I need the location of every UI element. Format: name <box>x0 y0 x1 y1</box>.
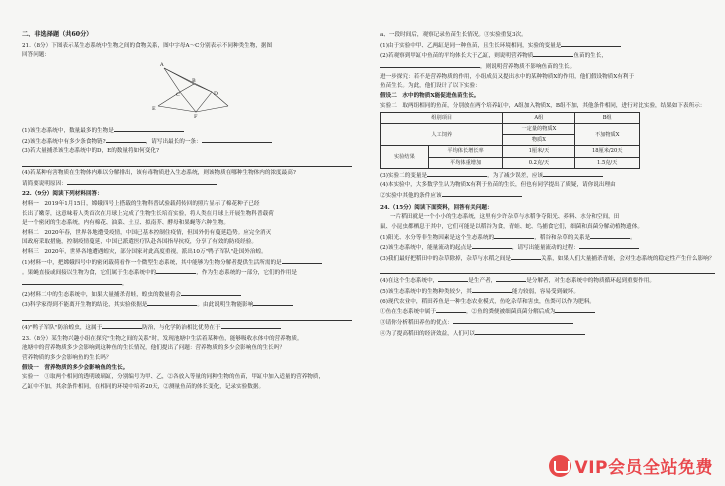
q22-sub-4b-text: 防治，与化学防治相比优势在于 <box>142 325 221 332</box>
table-cell: 平均体重增加 <box>428 157 503 168</box>
q21-sub-4-text: (4)若某种有害物质在生物体内难以分解排出，该有毒物质进入生态系统，则该物质在哪种生物体内的浓度最高? <box>22 169 296 176</box>
r-q2b-text: 鱼苗的生长， <box>573 53 607 60</box>
q23-exp1a: 实验一 ①取两个相同的透明玻璃缸，分别编号为甲、乙，②各放入等量的同种生物的鱼苗，甲缸中加入适量的营养物质， <box>22 374 325 381</box>
q24-s5b-text: 能力较弱，容易受到破坏。 <box>511 289 579 296</box>
answer-blank[interactable] <box>472 287 512 293</box>
question-23 <box>22 335 352 392</box>
q24-s6b-text: ①鱼在生态系统中属于 <box>380 309 436 316</box>
q22-sub-1 <box>22 258 352 268</box>
q22-sub-3-text: (3)科学家得到不能离开生物的结论，其实验依据是 <box>22 302 148 309</box>
q24-sub-6d <box>380 318 715 328</box>
r-q1 <box>380 41 715 51</box>
r-hypothesis-2: 假设二 水中的物质X能促进鱼苗生长。 <box>380 92 480 99</box>
q24-s3-text: (3)我们最好把稻田中的杂草除掉，杂草与水稻之间是 <box>380 255 511 262</box>
answer-line[interactable] <box>22 158 352 167</box>
section-title: 二、非选择题（共60分） <box>22 31 93 38</box>
node-label-a: A <box>160 61 164 68</box>
q22-sub-2 <box>22 290 352 300</box>
r-q3 <box>380 171 715 181</box>
answer-blank[interactable] <box>427 171 487 177</box>
q24-s6e-text: ④为了提高稻田的经济效益，人们可以 <box>380 330 476 337</box>
r-q2c-text: ，则说明营养物质不影响鱼苗的生长。 <box>480 63 576 70</box>
question-21 <box>22 42 352 189</box>
q24-sub-6a: (6)现代农业中，稻田养鱼是一种生态农业模式，鱼吃杂草和害虫，鱼粪可以作为肥料。 <box>380 298 595 305</box>
answer-blank[interactable] <box>579 243 639 249</box>
table-cell: 0.2克/天 <box>503 157 575 168</box>
answer-blank[interactable] <box>114 126 184 132</box>
q23-stem-3: 营养物质的多少会影响鱼的生长吗？ <box>22 355 112 362</box>
q21-sub-2b-text: ，请写出最长的一条： <box>145 138 202 145</box>
vip-watermark-text: VIP会员全站免费 <box>574 458 713 478</box>
q22-stem: 22.（9分）阅读下列材料回答： <box>22 191 103 198</box>
answer-blank[interactable] <box>438 276 468 282</box>
q24-s2-text: (2)该生态系统中，能量流动的起点是 <box>380 245 472 252</box>
answer-blank[interactable] <box>442 191 522 197</box>
q21-stem-1: 21.（8分）下图表示某生态系统中生物之间的食物关系，图中字母A～C分别表示不同种类生物，据图 <box>22 42 273 49</box>
q24-para-2: 鼠、小昆虫都栖息于其中，它们可能是以稻谷为食，青蛙、蛇、鸟捕食它们，细菌和真菌分解动植物遗体。 <box>380 223 643 230</box>
left-column <box>22 30 352 393</box>
q22-sub-4 <box>22 323 352 333</box>
node-label-f: F <box>194 113 198 120</box>
answer-blank[interactable] <box>436 307 466 313</box>
q22-sub-1c-text: ，作为生态系统的一部分，它们的作用是 <box>196 270 297 277</box>
r-exp2: 实验二 取两组相同的鱼苗，分别放在两个培养缸中，A组加入物质X，B组不加，其他条件相同，进行对比实验，结果如下表所示： <box>380 102 706 109</box>
q24-s1b-text: ，稻谷和杂草的关系是 <box>534 234 591 241</box>
table-header-cell: A组 <box>503 113 575 124</box>
r-q3-text: (3)实验二的变量是 <box>380 172 428 179</box>
q21-sub-2 <box>22 137 352 147</box>
q21-sub-2-text: (2)该生态系统中有多少条食物链? <box>22 138 106 145</box>
node-label-c: C <box>176 91 180 98</box>
q24-s3b-text: 关系，如果人们大量捕杀青蛙，会对生态系统的稳定性产生什么影响？ <box>541 255 715 262</box>
q23-hypothesis: 假设一 营养物质的多少会影响鱼的生长。 <box>22 364 129 371</box>
answer-blank[interactable] <box>282 258 322 264</box>
answer-blank[interactable] <box>561 41 621 47</box>
q22-m3: 材料三 2020年，世界各地遭遇蝗灾，部分国家对此高度重视，派出10万"鸭子军队"赴国外治蝗。 <box>22 249 267 256</box>
answer-blank[interactable] <box>221 323 281 329</box>
answer-blank[interactable] <box>453 318 573 324</box>
q22-sub-4-text: (4)"鸭子军队"防治蝗虫，这属于 <box>22 325 103 332</box>
table-cell: 1厘米/天 <box>503 146 575 157</box>
food-web-diagram <box>150 62 240 124</box>
q22-sub-2-text: (2)材料二中的生态系统中，如果大量捕杀青蛙，蝗虫的数量将会 <box>22 291 181 298</box>
q21-sub-3-text: (3)若大量捕杀该生态系统中的D，E的数量将如何变化? <box>22 148 159 155</box>
q22-sub-3b-text: 。由此说明生物能影响 <box>197 302 254 309</box>
q21-sub-4b <box>22 179 352 189</box>
q21-sub-3 <box>22 147 352 156</box>
answer-blank[interactable] <box>156 268 196 274</box>
q24-s6d-text: ③请你分析稻田养鱼的优点： <box>380 320 453 327</box>
answer-line[interactable] <box>380 265 715 274</box>
answer-blank[interactable] <box>106 137 146 143</box>
q22-m1a: 材料一 2019年1月15日，嫦娥四号上搭载的生物科普试验载荷传回的照片显示了棉花种子已经 <box>22 200 260 207</box>
r-q4-text: (4)本实验中，大多数学生认为物质X有利于鱼苗的生长，但也有同学提出了质疑，请你说出理由 <box>380 182 616 189</box>
q24-s1-text: (1)阳光、水分等非生物因素是这个生态系统的 <box>380 234 495 241</box>
answer-blank[interactable] <box>555 307 595 313</box>
q21-sub-1-text: (1)该生态系统中，数量最多的生物是 <box>22 127 114 134</box>
q22-m1b: 长出了嫩芽，这意味着人类首次在月球上完成了生物生长培育实验，将人类在月球上开展生物科普载荷 <box>22 210 274 217</box>
r-q4 <box>380 181 715 190</box>
r-q2 <box>380 51 715 61</box>
r-q2c <box>380 62 715 72</box>
q24-sub-1 <box>380 233 715 243</box>
table-row <box>381 113 640 124</box>
answer-blank[interactable] <box>380 62 480 68</box>
q24-sub-5 <box>380 287 715 297</box>
node-label-e: E <box>152 105 156 112</box>
answer-line[interactable] <box>22 312 352 321</box>
q23-stem-2: 池塘中的营养物质多少会影响到这种鱼的生长情况，他们提出了问题：营养物质的多少会影响鱼的生长吗？ <box>22 345 285 352</box>
answer-blank[interactable] <box>472 243 512 249</box>
answer-blank[interactable] <box>147 300 197 306</box>
table-header-cell: 组别项目 <box>381 113 503 124</box>
table-cell: 1.5克/天 <box>575 157 640 168</box>
answer-blank[interactable] <box>533 51 573 57</box>
q24-s4b-text: 是生产者， <box>468 278 497 285</box>
r-extra-2: 鱼苗生长。为此，他们设计了以下实验： <box>380 83 481 90</box>
q24-sub-6b <box>380 307 715 317</box>
q22-sub-1b-text: 。果蝇直接或间接以生物为食，它们属于生态系统中的 <box>22 270 157 277</box>
node-label-b: B <box>192 77 196 84</box>
r-q3b-text: ，为了减少误差，应该 <box>487 172 544 179</box>
q24-sub-6e <box>380 329 715 339</box>
table-cell: 人工饲养 <box>381 124 503 146</box>
q22-sub-1d <box>22 279 352 289</box>
table-cell: 一定量的物质X <box>503 124 575 135</box>
answer-blank[interactable] <box>102 323 142 329</box>
r-extra-1: 进一步探究：若不是营养物质的作用，小组成员又提出水中的某种物质X的作用，他们假设物质X有利于 <box>380 73 635 80</box>
q24-s5-text: (5)该生态系统中的生物种类较少，其 <box>380 289 472 296</box>
question-22 <box>22 190 352 333</box>
r-line-1: a、一段时间后，观察记录鱼苗生长情况。③实验重复3次。 <box>380 32 527 38</box>
q21-sub-4 <box>22 169 352 178</box>
experiment-table <box>380 112 640 168</box>
q22-sub-1-text: (1)材料一中，把嫦娥四号中的密闭载荷看作一个微型生态系统，其中能够为生物分解者提供生活所需的是 <box>22 259 282 266</box>
table-row <box>381 146 640 157</box>
q24-sub-2 <box>380 243 715 253</box>
r-q4b-text: ②实验中其他的条件应该 <box>380 192 442 199</box>
table-cell: 实验结果 <box>381 146 429 168</box>
q21-stem-2: 回答问题： <box>22 52 50 59</box>
q21-sub-4b-text: 请简要说明原因： <box>22 180 67 187</box>
vip-watermark[interactable] <box>549 453 713 478</box>
q21-sub-1 <box>22 126 352 136</box>
table-cell: 不加物质X <box>575 124 640 146</box>
q22-m2b: 国政府采取措施，控制疫情蔓延，中国已派遣医疗队赴各国指导抗疫，分享了有效的防疫经验。 <box>22 239 257 246</box>
answer-blank[interactable] <box>590 233 630 239</box>
r-q1-text: (1)由于实验中甲、乙两缸是同一种鱼苗，且生长环境相同，实验的变量是 <box>380 42 562 49</box>
q24-sub-3 <box>380 254 715 264</box>
answer-blank[interactable] <box>511 254 541 260</box>
question-24-title: 24.（15分）阅读下面资料，回答有关问题： <box>380 204 493 211</box>
answer-blank[interactable] <box>475 329 585 335</box>
q22-sub-1d-text: ， <box>122 281 128 288</box>
q22-m1c: 是一个密闭的生态系统，内有棉花、油菜、土豆、拟南芥、酵母和果蝇等六种生物。 <box>22 220 229 227</box>
node-label-d: D <box>214 90 219 97</box>
answer-blank[interactable] <box>181 290 241 296</box>
table-cell: 平均体长增长率 <box>428 146 503 157</box>
table-header-cell: B组 <box>575 113 640 124</box>
vip-logo-icon <box>549 455 571 477</box>
r-q4b <box>380 191 715 201</box>
q24-sub-4 <box>380 276 715 286</box>
q24-s6c-text: ，②鱼的粪便被细菌真菌分解后成为 <box>465 309 556 316</box>
table-row <box>381 124 640 135</box>
table-cell: 18厘米/20天 <box>575 146 640 157</box>
answer-blank[interactable] <box>253 300 293 306</box>
q24-s2b-text: ，请写出能量流动的过程： <box>511 245 579 252</box>
q24-s1c-text: 。 <box>630 234 636 241</box>
answer-blank[interactable] <box>543 171 603 177</box>
table-cell: 物质X <box>503 135 575 146</box>
answer-blank[interactable] <box>494 233 534 239</box>
q22-sub-1b <box>22 268 352 278</box>
q24-s4c-text: 是分解者，对生态系统中的物质循环起到重要作用。 <box>526 278 655 285</box>
r-q2-text: (2)若观察到甲缸中鱼苗的平均体长大于乙缸，则说明营养物质 <box>380 53 534 60</box>
answer-blank[interactable] <box>67 179 217 185</box>
right-column <box>380 30 715 339</box>
q24-s4-text: (4)在这个生态系统中， <box>380 278 439 285</box>
q23-stem-1: 23.（8分）某生物兴趣小组在探究"生物之间的关系"时，发现池塘中生活着某种鱼，能够吸收水体中的营养物质。 <box>22 335 303 342</box>
answer-blank[interactable] <box>22 279 122 285</box>
answer-blank[interactable] <box>496 276 526 282</box>
answer-blank[interactable] <box>202 137 272 143</box>
q22-m2a: 材料二 2020年春，世界各地遭受疫情，中国已基本控制住疫情，但国外仍有蔓延趋势。应完全消灭 <box>22 229 272 236</box>
q24-para-1: 一片稻田就是一个小小的生态系统，这里有少许杂草与水稻争夺阳光、养料、水分和空间，田 <box>390 214 620 221</box>
q23-exp1b: 乙缸中不加，其余条件相同，在相同的环境中培养20天，②测量鱼苗的体长变化，记录实验数据。 <box>22 384 265 391</box>
q22-sub-3 <box>22 300 352 310</box>
